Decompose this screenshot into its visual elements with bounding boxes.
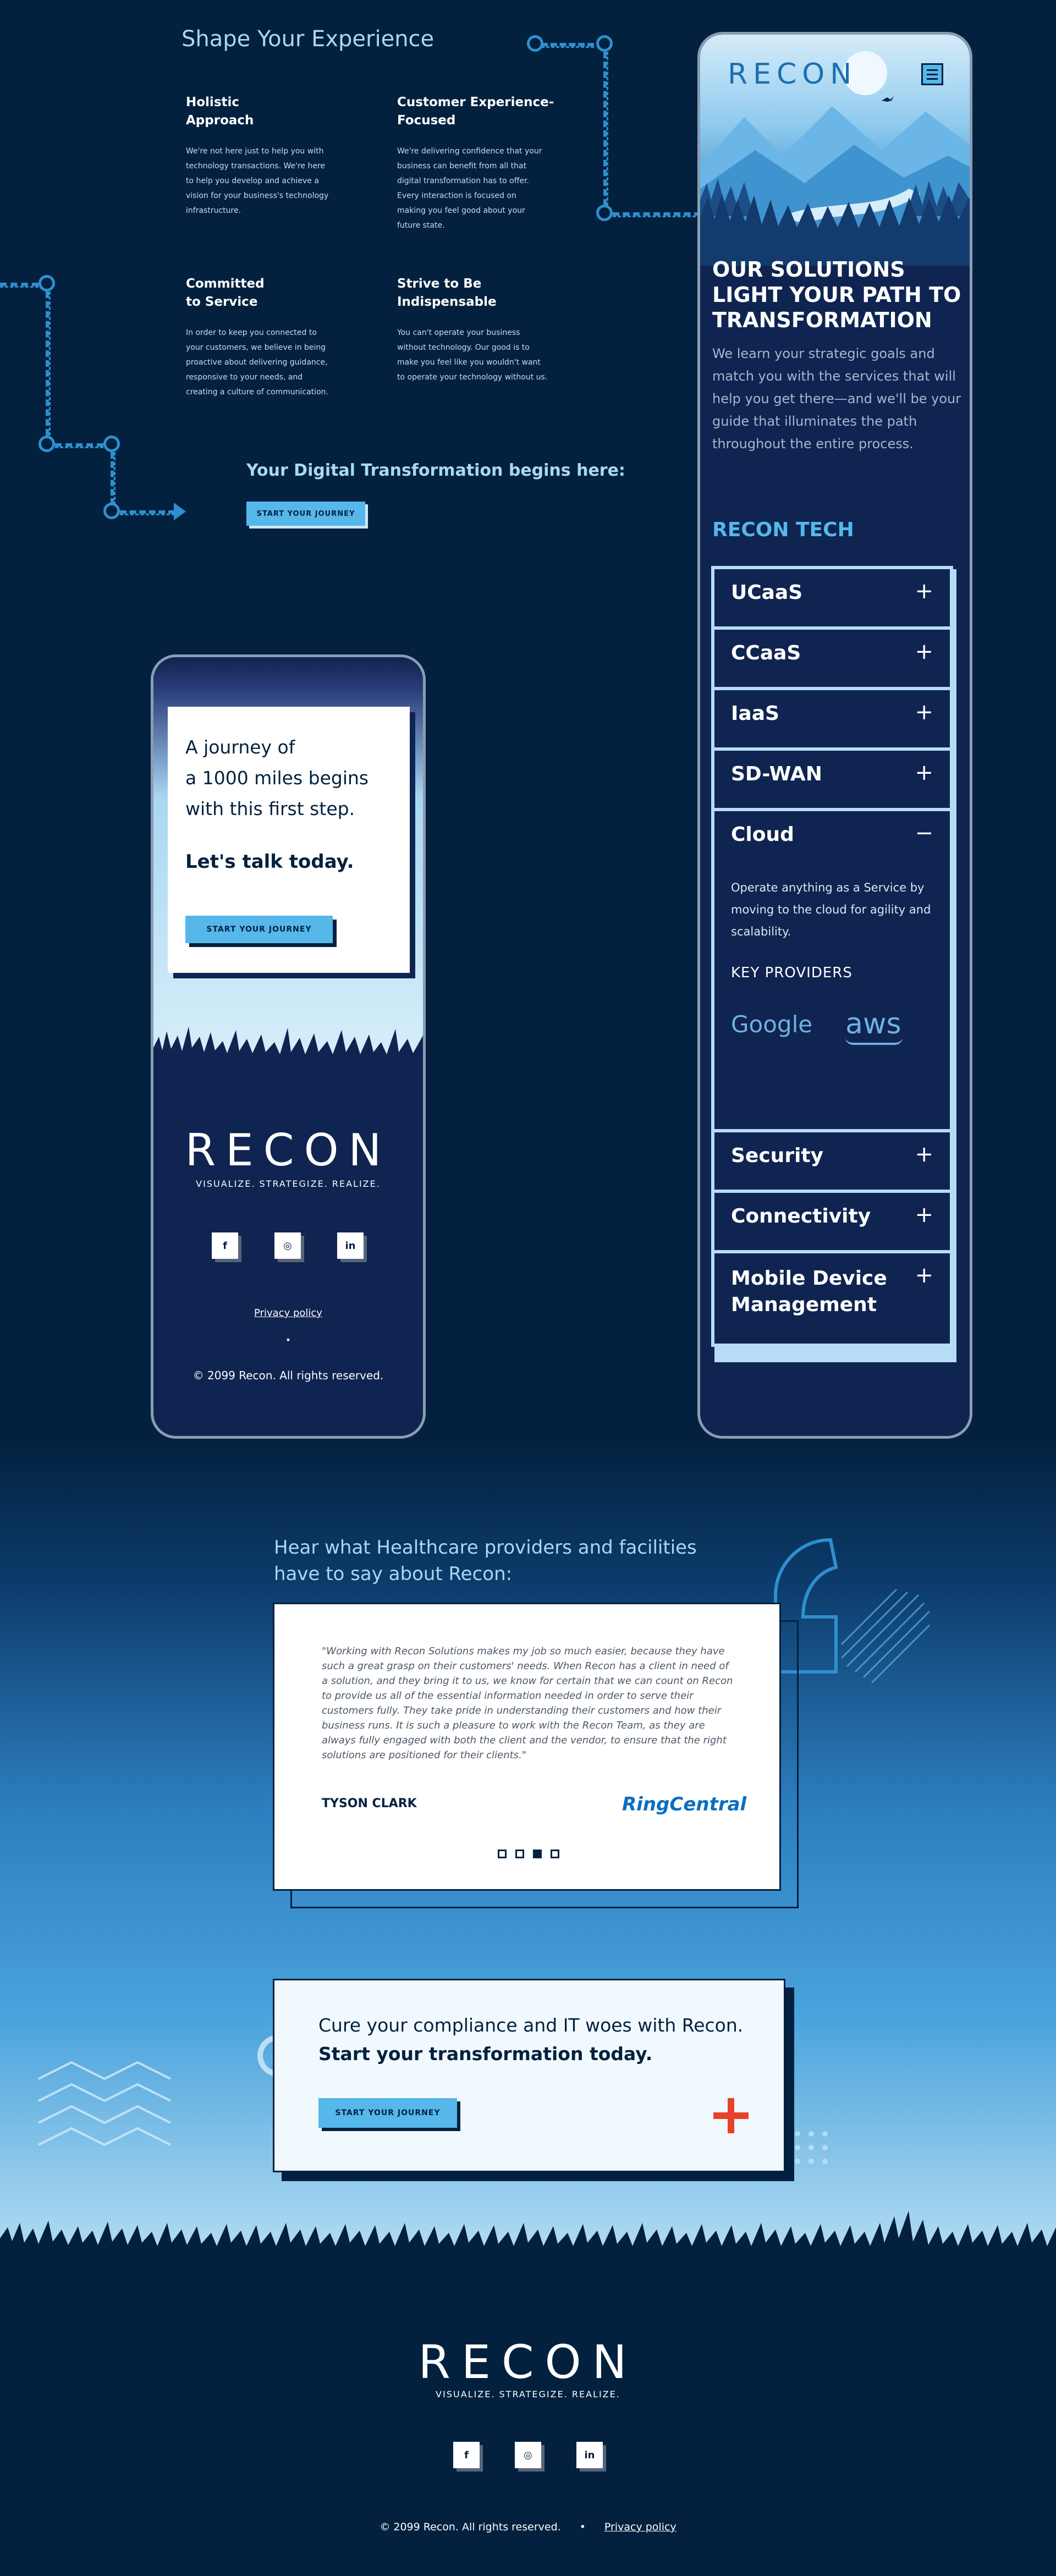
aws-smile-icon	[845, 1037, 903, 1045]
ringcentral-logo	[622, 1793, 746, 1815]
accordion-label: CCaaS	[731, 642, 801, 664]
connector-node	[38, 275, 55, 291]
grass-silhouette	[153, 1020, 423, 1070]
feature-text: In order to keep you connected to your customers, we believe in being proactive about delivering guidance, responsive to your needs, and creating a culture of communication.	[186, 328, 328, 397]
footer-tagline: VISUALIZE. STRATEGIZE. REALIZE.	[436, 2389, 620, 2399]
cta-bold-line: Start your transformation today.	[318, 2043, 653, 2065]
testimonial-card	[273, 1603, 781, 1891]
feature-text: You can't operate your business without technology. Our good is to make you feel like you wouldn't want to operate your technology without us.	[397, 328, 548, 382]
connector-line	[603, 52, 608, 206]
plus-icon: +	[915, 700, 933, 725]
journey-line: A journey of	[185, 736, 295, 758]
start-journey-button[interactable]: START YOUR JOURNEY	[318, 2098, 457, 2128]
connector-node	[596, 205, 613, 221]
recon-logo: RECON	[728, 58, 857, 91]
journey-bold: Let's talk today.	[185, 851, 354, 873]
feature-title: Holistic Approach	[186, 95, 254, 128]
accordion-connectivity[interactable]	[711, 1190, 953, 1253]
facebook-icon[interactable]: f	[212, 1232, 238, 1259]
footer-logo: RECON	[418, 2335, 638, 2389]
accordion-iaas[interactable]	[711, 687, 953, 751]
feature-text: We're delivering confidence that your business can benefit from all that digital transformation has to offer. Every interaction is focused on making you feel good about your future state.	[397, 147, 542, 230]
plus-icon: +	[915, 639, 933, 664]
feature-indispensable	[397, 275, 579, 385]
feature-service	[186, 275, 367, 400]
carousel-dot[interactable]	[551, 1850, 559, 1858]
connector-node	[38, 436, 55, 452]
accordion-label: SD-WAN	[731, 763, 822, 785]
connector-line	[55, 443, 103, 448]
tagline: VISUALIZE. STRATEGIZE. REALIZE.	[196, 1179, 381, 1189]
connector-line	[0, 283, 38, 288]
plus-icon: +	[915, 1263, 933, 1288]
accordion-label: Mobile Device Management	[731, 1267, 887, 1316]
journey-card	[168, 707, 410, 973]
start-journey-button[interactable]: START YOUR JOURNEY	[185, 916, 333, 943]
cloud-description: Operate anything as a Service by moving to the cloud for agility and scalability.	[731, 881, 931, 938]
zigzag-decoration	[33, 2057, 182, 2161]
feature-holistic	[186, 93, 367, 218]
accordion-ucaas[interactable]	[711, 566, 953, 630]
accordion-security[interactable]	[711, 1129, 953, 1193]
plus-icon: +	[915, 1142, 933, 1167]
testimonial-quote: "Working with Recon Solutions makes my job so much easier, because they have such a great grasp on their customers' needs. When Recon has a client in need of a solution, and they bring it to us, we know for certain that we can count on Recon to provide us all of the essential information needed in order to serve their customers fully. They take pride in understanding their customers and how their business runs. It is such a pleasure to work with the Recon Team, as they are always fully engaged with both the client and the vendor, to ensure that the right solutions are positioned for their clients."	[322, 1645, 733, 1761]
cta-line: Cure your compliance and IT woes with Recon.	[318, 2014, 744, 2036]
instagram-icon[interactable]: ◎	[515, 2442, 541, 2468]
connector-node	[596, 35, 613, 52]
connector-node	[103, 503, 120, 519]
testimonial-heading: Hear what Healthcare providers and facilities have to say about Recon:	[274, 1537, 697, 1585]
minus-icon: −	[915, 821, 933, 846]
carousel-dot[interactable]	[515, 1850, 524, 1858]
google-logo: Google	[731, 1010, 813, 1038]
bullet: •	[285, 1335, 291, 1345]
accordion-ccaas[interactable]	[711, 626, 953, 690]
footer-bullet: •	[579, 2521, 586, 2533]
plus-cross-icon	[713, 2098, 749, 2133]
phone-mockup-right	[697, 32, 972, 1439]
footer-copyright: © 2099 Recon. All rights reserved.	[380, 2521, 561, 2533]
menu-icon[interactable]	[921, 63, 943, 85]
start-journey-button[interactable]: START YOUR JOURNEY	[246, 502, 365, 526]
aws-logo-text: aws	[845, 1008, 901, 1041]
grass-divider	[0, 2194, 1056, 2266]
accordion-label: Cloud	[731, 823, 794, 846]
aws-logo	[845, 1008, 901, 1041]
plus-icon: +	[915, 579, 933, 604]
linkedin-icon[interactable]: in	[576, 2442, 603, 2468]
accordion-label: Security	[731, 1144, 824, 1167]
recon-tech-heading: RECON TECH	[712, 519, 854, 541]
accordion-label: Connectivity	[731, 1205, 871, 1228]
connector-line	[111, 452, 116, 505]
cta-heading: Your Digital Transformation begins here:	[246, 461, 625, 480]
instagram-icon[interactable]: ◎	[274, 1232, 301, 1259]
arrow-icon	[174, 503, 186, 520]
connector-node	[103, 436, 120, 452]
section-heading: Shape Your Experience	[182, 26, 435, 52]
plus-icon: +	[915, 1202, 933, 1228]
accordion-label: UCaaS	[731, 581, 803, 604]
copyright: © 2099 Recon. All rights reserved.	[193, 1369, 384, 1382]
feature-customer	[397, 93, 579, 233]
accordion-label: IaaS	[731, 702, 779, 725]
footer-bottom-bar	[0, 2521, 1056, 2533]
accordion	[711, 566, 953, 1347]
connector-line	[120, 510, 175, 515]
feature-title: Committed to Service	[186, 277, 265, 309]
privacy-link[interactable]: Privacy policy	[254, 1307, 322, 1319]
solutions-intro: We learn your strategic goals and match you with the services that will help you get there—and we'll be your guide that illuminates the path throughout the entire process.	[712, 346, 961, 452]
linkedin-icon[interactable]: in	[337, 1232, 364, 1259]
plus-icon: +	[915, 760, 933, 785]
carousel-dot-active[interactable]	[533, 1850, 542, 1858]
testimonial-name: TYSON CLARK	[322, 1797, 417, 1810]
feature-title: Customer Experience- Focused	[397, 95, 554, 128]
connector-node	[527, 35, 543, 52]
feature-text: We're not here just to help you with technology transactions. We're here to help you develop and achieve a vision for your business's technology infrastructure.	[186, 147, 329, 215]
facebook-icon[interactable]: f	[453, 2442, 480, 2468]
cta-card	[273, 1979, 785, 2172]
journey-line: with this first step.	[185, 798, 355, 819]
dots-decoration	[792, 2128, 842, 2178]
phone-mockup-left	[151, 654, 426, 1439]
connector-line	[613, 212, 701, 217]
connector-line	[541, 43, 594, 48]
accordion-cloud[interactable]	[711, 808, 953, 1132]
carousel-dots	[498, 1850, 559, 1858]
accordion-mdm[interactable]	[711, 1250, 953, 1347]
key-providers-label: KEY PROVIDERS	[731, 965, 853, 981]
solutions-heading: OUR SOLUTIONS LIGHT YOUR PATH TO TRANSFORMATION	[712, 257, 961, 332]
recon-logo: RECON	[185, 1125, 392, 1176]
ringcentral-logo-text: RingCentral	[622, 1793, 747, 1815]
accordion-sdwan[interactable]	[711, 747, 953, 811]
carousel-dot[interactable]	[498, 1850, 507, 1858]
feature-title: Strive to Be Indispensable	[397, 277, 497, 309]
connector-line	[46, 291, 51, 436]
journey-line: a 1000 miles begins	[185, 767, 369, 789]
footer-privacy-link[interactable]: Privacy policy	[604, 2521, 676, 2533]
